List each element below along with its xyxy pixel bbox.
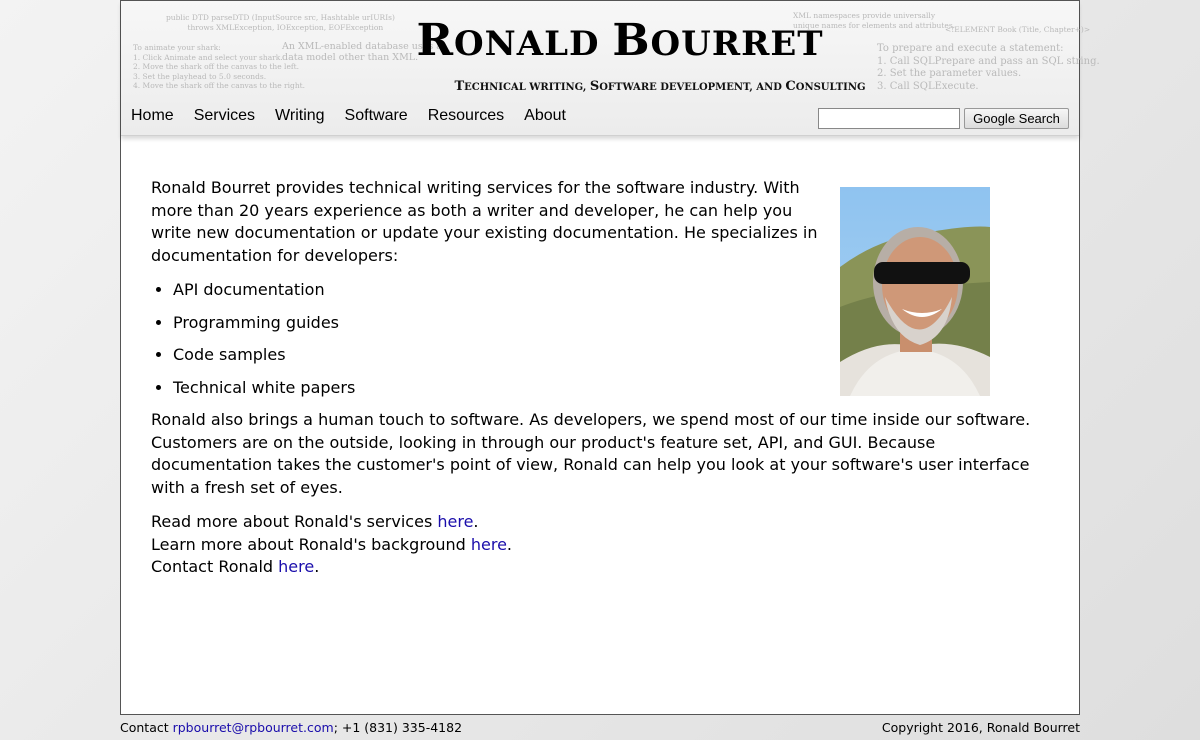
links-paragraph: Read more about Ronald's services here. Learn more about Ronald's background here. Contact Ronald here. [151,512,513,576]
site-header [121,1,1100,136]
contact-here-link[interactable]: here [278,557,315,576]
background-code-snippet: An XML-enabled database uses a data model other than XML. [282,41,442,63]
nav-about[interactable]: About [524,107,566,124]
phone-number: ; +1 (831) 335-4182 [333,720,463,735]
background-code-snippet: <!ELEMENT Book (Title, Chapter+)> [945,25,1091,34]
list-item: • Technical white papers [173,377,1041,400]
main-content [151,177,1041,591]
footer-copyright: Copyright 2016, Ronald Bourret [881,720,1080,735]
background-code-snippet: public DTD parseDTD (InputSource src, Hashtable urIURIs) throws XMLException, IOException, EOFException [166,13,395,32]
background-code-snippet: To prepare and execute a statement: 1. Call SQLPrepare and pass an SQL string. 2. Set the parameter values. 3. Call SQLExecute. [877,43,1100,92]
services-here-link[interactable]: here [437,512,474,531]
background-code-snippet: XML namespaces provide universally unique names for elements and attributes. [793,11,956,30]
list-item: • Code samples [173,344,1041,367]
nav-writing[interactable]: Writing [275,107,325,124]
main-nav [131,107,586,125]
background-here-link[interactable]: here [470,534,507,554]
nav-home[interactable]: Home [131,107,174,124]
google-search-button[interactable]: Google Search [964,108,1069,129]
search-input[interactable] [818,108,960,129]
nav-services[interactable]: Services [193,107,256,124]
email-link[interactable]: rpbourret@rpbourret.com [172,720,334,735]
intro-paragraph: Ronald Bourret provides technical writing services for the software industry. With more than 20 years experience as both a writer and developer, he can help you write new documentation or update your existing documentation. He specializes in documentation for developers: [151,178,818,265]
site-title: RONALD BOURRET [416,15,824,66]
footer-contact: Contact rpbourret@rpbourret.com; +1 (831) 335-4182 [120,720,463,735]
human-touch-paragraph: Ronald also brings a human touch to software. As developers, we spend most of our time inside our software. Customers are on the outside, looking in through our product's feature set, API, and GUI. Because documentation takes the customer's point of view, Ronald can help you look at your software's user interface with a fresh set of eyes. [151,410,1031,497]
nav-software[interactable]: Software [344,107,408,124]
list-item: • Programming guides [173,312,1041,335]
nav-resources[interactable]: Resources [427,107,505,124]
site-subtitle: TECHNICAL WRITING, SOFTWARE DEVELOPMENT, AND CONSULTING [454,79,866,94]
ronald-photo [840,187,990,396]
background-code-snippet: To animate your shark: 1. Click Animate and select your shark. 2. Move the shark off the canvas to the left. 3. Set the playhead to 5.0 seconds. 4. Move the shark off the canvas to the right. [133,43,306,90]
page-container [120,0,1100,715]
list-item: • API documentation [173,279,1041,302]
